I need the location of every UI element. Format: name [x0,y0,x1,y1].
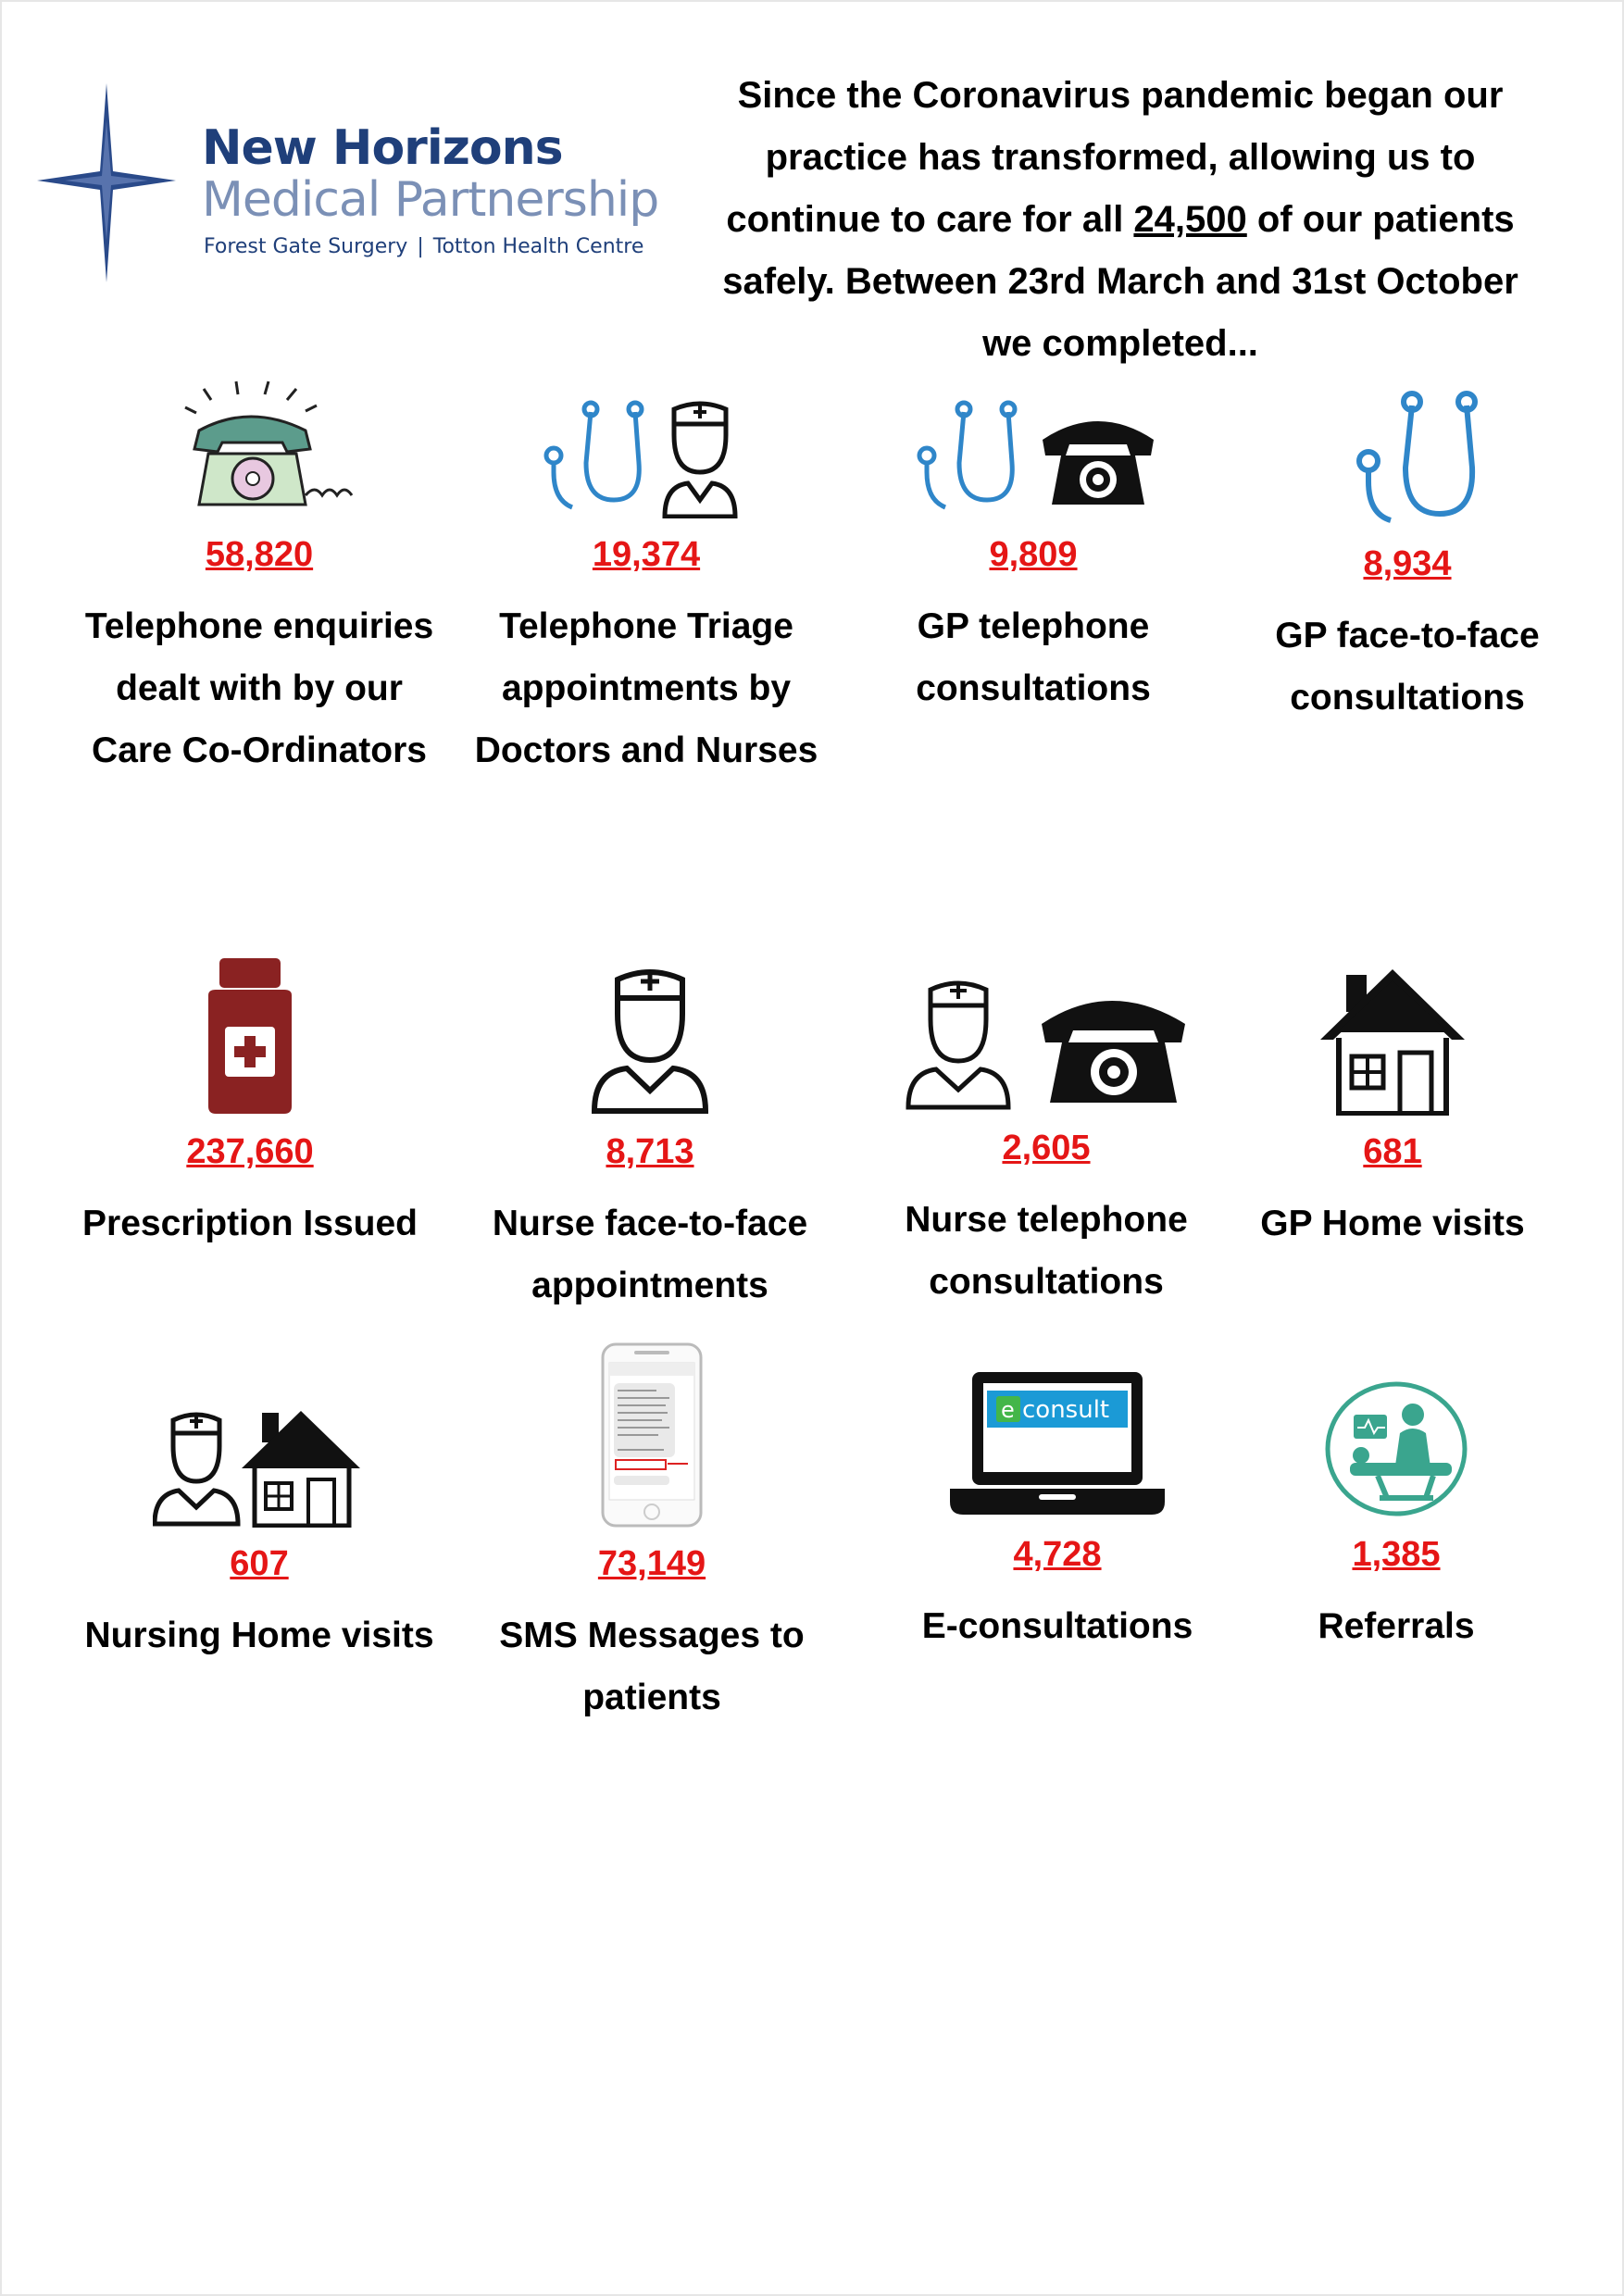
stat-label: Telephone Triage appointments by Doctors and Nurses [474,606,818,770]
stat-referrals [1220,1407,1572,1657]
stat-label: Nurse face-to-face appointments [492,1204,808,1305]
stat-telephone-enquiries [83,380,435,781]
logo-name-line1: New Horizons [202,120,563,176]
stat-value: 237,660 [186,1132,314,1171]
site-separator: | [417,235,424,258]
stat-sms-messages [476,1407,828,1728]
stat-value: 2,605 [1002,1129,1091,1167]
practice-logo [37,83,676,287]
stat-label: GP telephone consultations [916,606,1151,708]
stat-nurse-face-to-face [474,963,826,1316]
star-logo-icon [37,83,176,287]
stat-gp-home-visits [1217,963,1568,1254]
stat-value: 607 [230,1544,289,1583]
stat-value: 8,934 [1363,544,1452,583]
econsult-logo-text: consult [1022,1396,1110,1424]
stat-label: E-consultations [921,1606,1193,1646]
referral-icon [1322,1370,1470,1518]
site-forest-gate: Forest Gate Surgery [204,235,408,258]
svg-text:e: e [1001,1397,1015,1423]
stat-label: SMS Messages to patients [499,1616,805,1717]
smartphone-icon [601,1342,703,1528]
intro-paragraph [704,65,1537,375]
stat-value: 1,385 [1352,1535,1441,1574]
house-icon [1318,967,1467,1116]
stethoscope-icon [1333,389,1481,528]
stat-label: Telephone enquiries dealt with by our Care Co-Ordinators [84,606,434,770]
stat-label: Nurse telephone consultations [905,1200,1188,1302]
stat-gp-telephone [857,380,1209,719]
intro-text-part2: of our patients safely. Between 23rd March and 31st October we completed... [722,199,1518,364]
stat-label: Nursing Home visits [84,1616,434,1655]
nurse-icon [585,963,715,1116]
site-totton: Totton Health Centre [432,235,644,258]
stat-value: 73,149 [597,1544,706,1583]
stat-prescriptions [74,963,426,1254]
old-telephone-icon [157,380,361,518]
stat-label: Prescription Issued [82,1204,418,1243]
stat-nurse-telephone [870,959,1222,1313]
stat-value: 8,713 [606,1132,694,1171]
stat-value: 9,809 [989,535,1078,574]
stat-label: GP face-to-face consultations [1275,616,1540,718]
stat-label: Referrals [1318,1606,1475,1646]
medicine-bottle-icon [199,958,301,1116]
stat-value: 19,374 [592,535,701,574]
stat-gp-face-to-face [1231,389,1583,729]
nurse-telephone-icon [903,973,1190,1112]
intro-text-part1: Since the Coronavirus pandemic began our practice has transformed, allowing us to continue to care for all [726,75,1504,240]
stat-nursing-home-visits [83,1407,435,1666]
stat-label: GP Home visits [1260,1204,1525,1243]
stethoscope-nurse-icon [535,398,757,518]
stethoscope-telephone-icon [908,398,1158,518]
stat-triage-appointments [470,380,822,781]
stat-e-consultations [881,1396,1233,1657]
stat-value: 4,728 [1013,1535,1102,1574]
logo-name-line2: Medical Partnership [202,172,659,228]
laptop-econsult-icon [946,1370,1168,1518]
stat-value: 681 [1363,1132,1422,1171]
stat-value: 58,820 [205,535,314,574]
patient-count: 24,500 [1133,199,1247,240]
nurse-house-icon [153,1407,366,1528]
logo-sites [204,235,643,258]
